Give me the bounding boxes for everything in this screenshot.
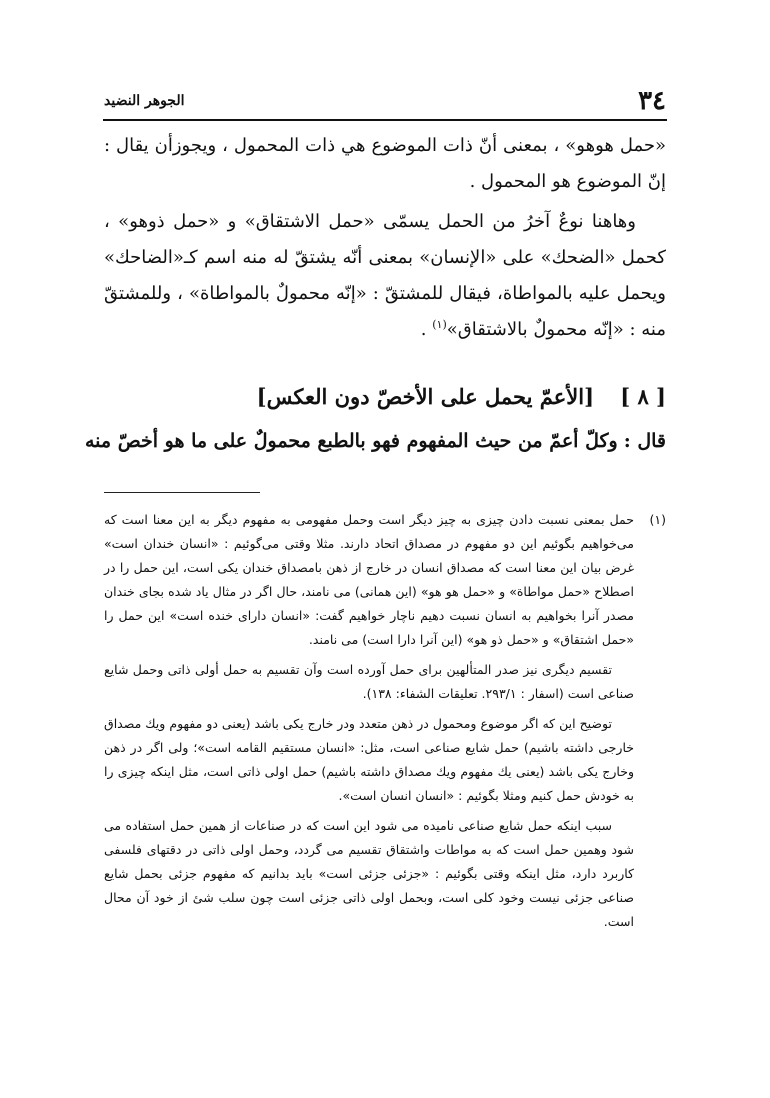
footnote-mark: (١) [649,512,666,527]
main-paragraph-text: وهاهنا نوعٌ آخرُ من الحمل يسمّى «حمل الاشتقاق» و «حمل ذوهو» ، كحمل «الضحك» على «الإنسان» بمعنى أنّه يشتقّ له منه اسم كـ«الضاحك» ويحمل عليه بالمواطاة، فيقال للمشتقّ : «إنّه محمولٌ بالمواطاة» ، وللمشتقّ منه : «إنّه محمولٌ بالاشتقاق» [104,211,666,340]
page-number: ٣٤ [638,86,666,116]
footnote-reference: (١) [432,318,447,331]
footnote-paragraph: سبب اینکه حمل شایع صناعی نامیده می شود این است که در صناعات از همین حمل استفاده می شود وهمین حمل است که به مواطات واشتقاق تقسیم می گردد، وحمل اولی ذاتی در دقتهای فلسفی کاربرد دارد، مثل اینکه وقتی بگوئیم : «جزئی جزئی است» باید بدانیم که مفهوم جزئی بحمل شایع صناعی جزئی نیست وخود کلی است، وبحمل اولی ذاتی جزئی است چون سلب شئ از خود آن محال است. [104,818,634,929]
qala-line [85,426,666,456]
main-paragraph-end: . [420,319,433,340]
footnote-paragraph: تقسیم دیگری نیز صدر المتألهین برای حمل آورده است وآن تقسیم به حمل أولی ذاتی وحمل شایع صناعی است (اسفار : ۲۹۳/۱. تعلیقات الشفاء: ۱۳۸). [104,662,634,701]
footnote [104,508,666,934]
header-rule [103,119,667,121]
main-text [104,128,666,348]
section-number: [ ٨ ] [620,384,666,409]
section-title: [الأعمّ يحمل على الأخصّ دون العكس] [256,384,594,409]
main-paragraph [104,204,666,348]
footnote-paragraph: توضیح این که اگر موضوع ومحمول در ذهن متعدد ودر خارج یکی باشد (یعنی دو مفهوم ویك مصداق خارجی داشته باشیم) حمل شایع صناعی است، مثل: «انسان مستقیم القامه است»؛ ولی اگر در ذهن وخارج یکی باشد (یعنی یك مفهوم ویك مصداق داشته باشیم) حمل اولی ذاتی است، مثل اینکه چیزی را به خودش حمل کنیم ومثلا بگوئیم : «انسان انسان است». [104,716,634,803]
section-heading [104,384,666,420]
footnote-separator [104,492,260,493]
footnotes [104,508,666,940]
footnote-paragraph: حمل بمعنى نسبت دادن چیزی به چیز دیگر است وحمل مفهومی به مفهوم دیگر به این معنا است که می‌خواهیم بگوئیم این دو مفهوم در مصداق اتحاد دارند. مثلا وقتی می‌گوئیم : «انسان خندان است» غرض بیان این معنا است که مصداق انسان در خارج از ذهن بامصداق خندان یکی است، این حمل را در اصطلاح «حمل مواطاة» و «حمل هو هو» (این همانی) می نامند، حال اگر در مثال یاد شده بجای خندان مصدر آنرا بخواهیم به انسان نسبت دهیم ناچار خواهیم گفت: «انسان دارای خنده است» این حمل را «حمل اشتقاق» و «حمل ذو هو» (این آنرا دارا است) می نامند. [104,512,634,647]
qala-keyword: قال : [623,430,666,452]
main-paragraph: «حمل هوهو» ، بمعنى أنّ ذات الموضوع هي ذات المحمول ، ويجوزأن يقال : إنّ الموضوع هو المحمول . [104,135,666,192]
qala-text: وكلّ أعمّ من حيث المفهوم فهو بالطبع محمولٌ على ما هو أخصّ منه [85,430,618,452]
running-title: الجوهر النضيد [104,93,185,109]
